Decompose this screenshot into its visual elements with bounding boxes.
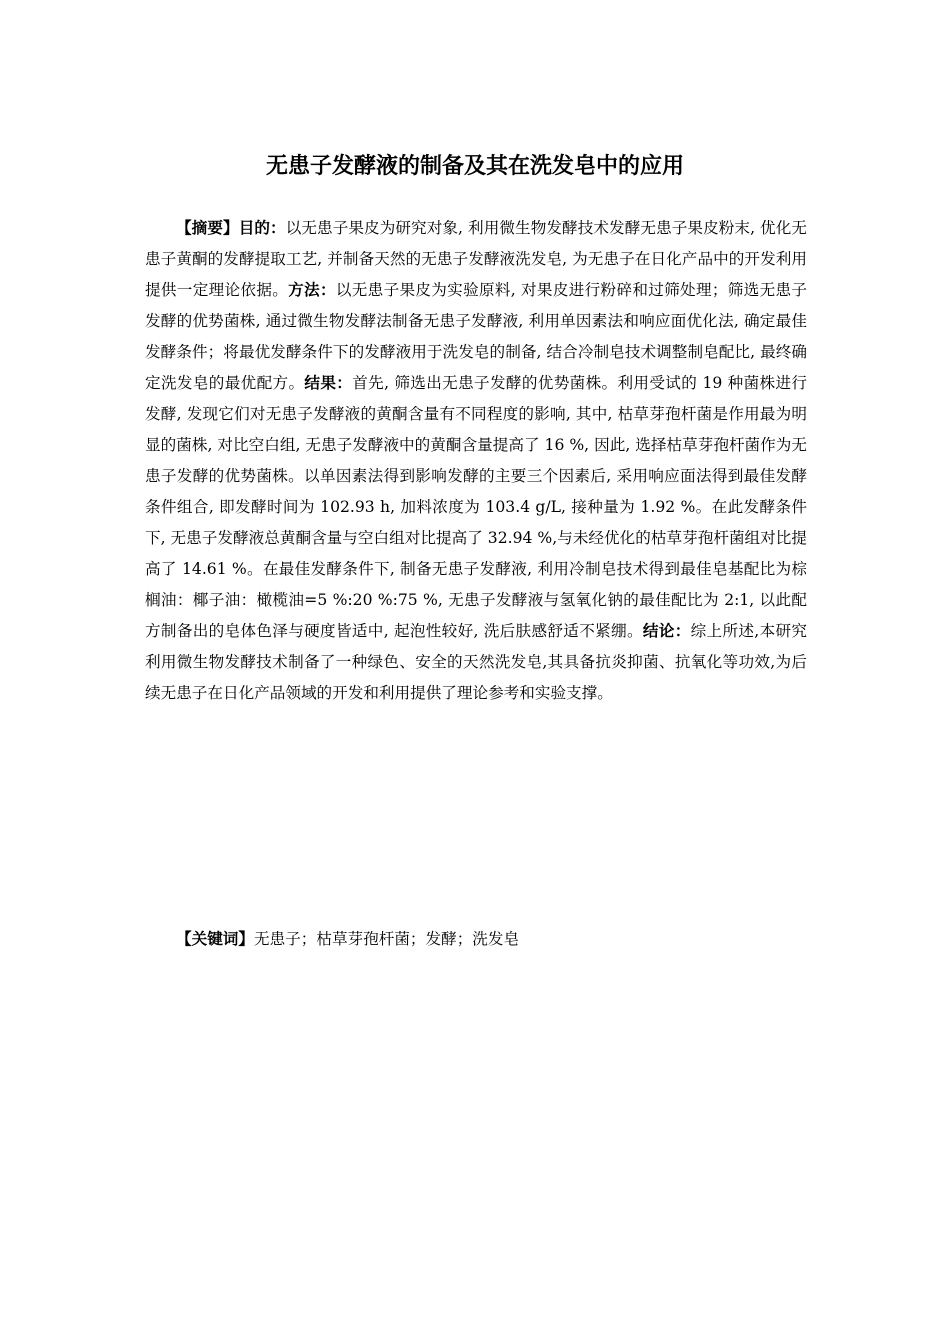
- keywords-text: 无患子；枯草芽孢杆菌；发酵；洗发皂: [253, 930, 520, 948]
- result-text: 首先, 筛选出无患子发酵的优势菌株。利用受试的 19 种菌株进行发酵, 发现它们对无患子发酵液的黄酮含量有不同程度的影响, 其中, 枯草芽孢杆菌是作用最为明显的菌株, 对比空白组, 无患子发酵液中的黄酮含量提高了 16 %, 因此, 选择枯草芽孢杆菌作为无患子发酵的优势菌株。以单因素法得到影响发酵的主要三个因素后, 采用响应面法得到最佳发酵条件组合, 即发酵时间为 102.93 h, 加料浓度为 103.4 g/L, 接种量为 1.92 %。在此发酵条件下, 无患子发酵液总黄酮含量与空白组对比提高了 32.94 %,与未经优化的枯草芽孢杆菌组对比提高了 14.61 %。在最佳发酵条件下, 制备无患子发酵液, 利用冷制皂技术得到最佳皂基配比为棕榈油：椰子油：橄榄油=5 %:20 %:75 %, 无患子发酵液与氢氧化钠的最佳配比为 2:1, 以此配方制备出的皂体色泽与硬度皆适中, 起泡性较好, 洗后肤感舒适不紧绷。: [145, 374, 807, 640]
- conclusion-text: 综上所述,本研究利用微生物发酵技术制备了一种绿色、安全的天然洗发皂,其具备抗炎抑菌、抗氧化等功效,为后续无患子在日化产品领域的开发和利用提供了理论参考和实验支撑。: [145, 622, 807, 702]
- abstract-label: 【摘要】: [176, 219, 239, 237]
- keywords-label: 【关键词】: [176, 930, 254, 948]
- keywords-paragraph: [145, 924, 807, 955]
- purpose-label: 目的：: [238, 219, 286, 237]
- abstract-paragraph: [145, 213, 807, 709]
- paper-title: 无患子发酵液的制备及其在洗发皂中的应用: [265, 154, 684, 179]
- result-label: 结果：: [304, 374, 353, 392]
- method-text: 以无患子果皮为实验原料, 对果皮进行粉碎和过筛处理；筛选无患子发酵的优势菌株, 通过微生物发酵法制备无患子发酵液, 利用单因素法和响应面优化法, 确定最佳发酵条件；将最优发酵条件下的发酵液用于洗发皂的制备, 结合冷制皂技术调整制皂配比, 最终确定洗发皂的最优配方。: [145, 281, 807, 392]
- purpose-text: 以无患子果皮为研究对象, 利用微生物发酵技术发酵无患子果皮粉末, 优化无患子黄酮的发酵提取工艺, 并制备天然的无患子发酵液洗发皂, 为无患子在日化产品中的开发利用提供一定理论依据。: [145, 219, 807, 299]
- conclusion-label: 结论：: [642, 622, 691, 640]
- method-label: 方法：: [288, 281, 336, 299]
